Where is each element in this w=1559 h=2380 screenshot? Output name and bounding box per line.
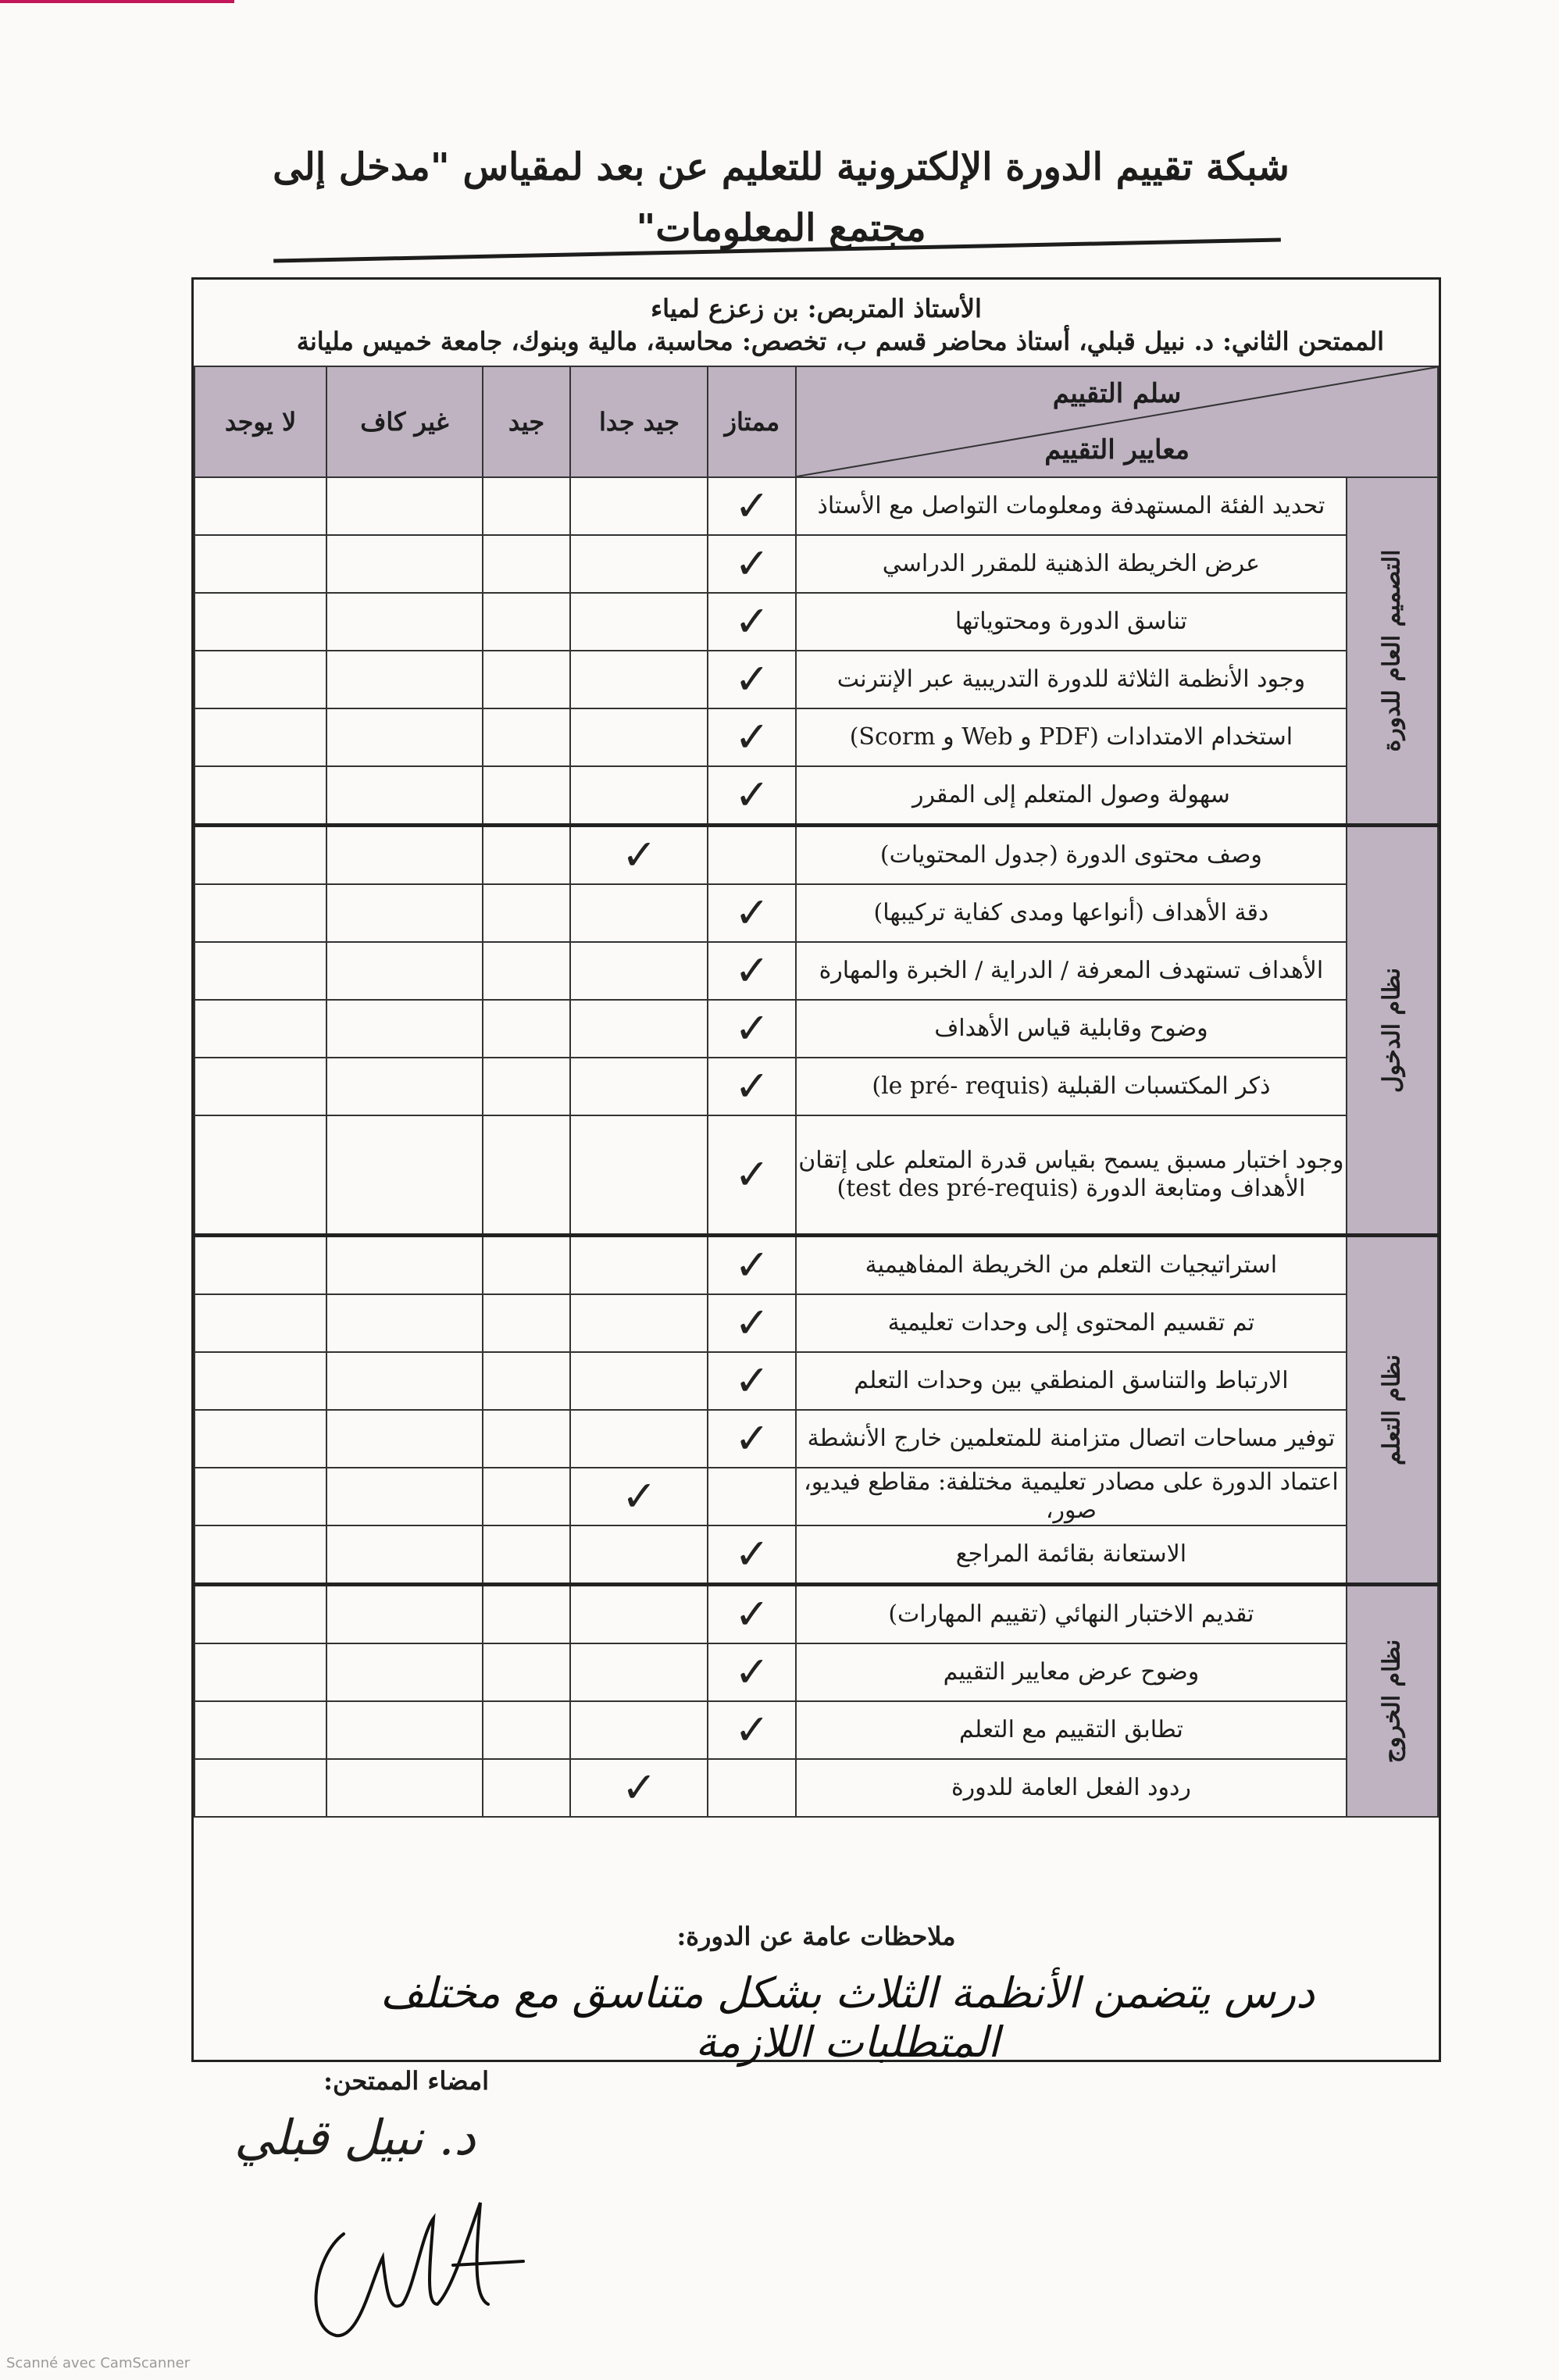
section-label-cell — [1347, 477, 1438, 826]
empty-mark-cell — [194, 884, 326, 942]
signature-name: د. نبيل قبلي — [234, 2109, 476, 2166]
empty-mark-cell — [570, 1585, 708, 1644]
empty-mark-cell — [570, 1525, 708, 1585]
empty-mark-cell — [194, 708, 326, 766]
criterion-cell: استخدام الامتدادات (PDF و Web و Scorm) — [796, 708, 1346, 766]
examiner-line: الممتحن الثاني: د. نبيل قبلي، أستاذ محاضر قسم ب، تخصص: محاسبة، مالية وبنوك، جامعة خميس مليانة — [296, 326, 1384, 356]
check-mark-cell: ✓ — [708, 477, 796, 535]
section-label-cell — [1347, 1236, 1438, 1585]
empty-mark-cell — [326, 826, 483, 885]
criterion-cell: تم تقسيم المحتوى إلى وحدات تعليمية — [796, 1294, 1346, 1352]
empty-mark-cell — [326, 1115, 483, 1236]
col-excellent: ممتاز — [708, 366, 796, 477]
empty-mark-cell — [483, 1643, 571, 1701]
evaluation-frame — [191, 277, 1441, 2062]
empty-mark-cell — [708, 1759, 796, 1817]
empty-mark-cell — [483, 884, 571, 942]
empty-mark-cell — [326, 1410, 483, 1468]
empty-mark-cell — [194, 1643, 326, 1701]
empty-mark-cell — [194, 1115, 326, 1236]
check-mark-cell: ✓ — [708, 1701, 796, 1759]
empty-mark-cell — [570, 884, 708, 942]
empty-mark-cell — [483, 766, 571, 826]
empty-mark-cell — [570, 1236, 708, 1295]
empty-mark-cell — [326, 1759, 483, 1817]
empty-mark-cell — [326, 1701, 483, 1759]
criterion-cell: ردود الفعل العامة للدورة — [796, 1759, 1346, 1817]
check-mark-cell: ✓ — [708, 942, 796, 1000]
table-row — [194, 1294, 1438, 1352]
empty-mark-cell — [194, 1468, 326, 1525]
criterion-cell: الارتباط والتناسق المنطقي بين وحدات التعلم — [796, 1352, 1346, 1410]
criterion-cell: وجود الأنظمة الثلاثة للدورة التدريبية عبر الإنترنت — [796, 651, 1346, 708]
empty-mark-cell — [483, 1468, 571, 1525]
table-row — [194, 593, 1438, 651]
check-mark-cell: ✓ — [708, 1000, 796, 1058]
empty-mark-cell — [483, 1236, 571, 1295]
header-scale: سلم التقييم — [1052, 378, 1182, 409]
table-row — [194, 884, 1438, 942]
signature-label: امضاء الممتحن: — [323, 2066, 489, 2096]
empty-mark-cell — [570, 766, 708, 826]
empty-mark-cell — [483, 1410, 571, 1468]
empty-mark-cell — [570, 708, 708, 766]
empty-mark-cell — [570, 593, 708, 651]
signature-scrawl — [297, 2187, 531, 2343]
criterion-cell: عرض الخريطة الذهنية للمقرر الدراسي — [796, 535, 1346, 593]
empty-mark-cell — [326, 1643, 483, 1701]
empty-mark-cell — [570, 1000, 708, 1058]
criterion-cell: تحديد الفئة المستهدفة ومعلومات التواصل مع الأستاذ — [796, 477, 1346, 535]
check-mark-cell: ✓ — [570, 1759, 708, 1817]
criterion-cell: وضوح وقابلية قياس الأهداف — [796, 1000, 1346, 1058]
title-text: شبكة تقييم الدورة الإلكترونية للتعليم عن بعد لمقياس "مدخل إلى مجتمع المعلومات" — [273, 145, 1290, 250]
col-none: لا يوجد — [194, 366, 326, 477]
info-block — [194, 280, 1439, 366]
criterion-cell: ذكر المكتسبات القبلية (le pré- requis) — [796, 1058, 1346, 1115]
check-mark-cell: ✓ — [708, 1294, 796, 1352]
empty-mark-cell — [483, 1294, 571, 1352]
col-very-good: جيد جدا — [570, 366, 708, 477]
empty-mark-cell — [326, 1468, 483, 1525]
table-row — [194, 1643, 1438, 1701]
criterion-cell: تطابق التقييم مع التعلم — [796, 1701, 1346, 1759]
empty-mark-cell — [326, 477, 483, 535]
empty-mark-cell — [194, 766, 326, 826]
empty-mark-cell — [326, 942, 483, 1000]
empty-mark-cell — [483, 1352, 571, 1410]
evaluation-table — [194, 366, 1439, 1818]
criterion-cell: اعتماد الدورة على مصادر تعليمية مختلفة: مقاطع فيديو، صور، — [796, 1468, 1346, 1525]
table-row — [194, 766, 1438, 826]
empty-mark-cell — [194, 1701, 326, 1759]
empty-mark-cell — [570, 1058, 708, 1115]
table-row — [194, 708, 1438, 766]
table-body — [194, 477, 1438, 1817]
table-row — [194, 1585, 1438, 1644]
empty-mark-cell — [326, 1525, 483, 1585]
table-row — [194, 1701, 1438, 1759]
empty-mark-cell — [570, 1294, 708, 1352]
empty-mark-cell — [326, 1236, 483, 1295]
criterion-cell: تقديم الاختبار النهائي (تقييم المهارات) — [796, 1585, 1346, 1644]
check-mark-cell: ✓ — [708, 708, 796, 766]
empty-mark-cell — [483, 477, 571, 535]
empty-mark-cell — [570, 942, 708, 1000]
check-mark-cell: ✓ — [708, 1352, 796, 1410]
section-label-cell — [1347, 1585, 1438, 1818]
criterion-cell: دقة الأهداف (أنواعها ومدى كفاية تركيبها) — [796, 884, 1346, 942]
empty-mark-cell — [483, 1115, 571, 1236]
criterion-cell: استراتيجيات التعلم من الخريطة المفاهيمية — [796, 1236, 1346, 1295]
scanner-stamp: Scanné avec CamScanner — [6, 2355, 191, 2371]
top-edge-mark — [0, 0, 234, 3]
empty-mark-cell — [194, 1410, 326, 1468]
check-mark-cell: ✓ — [570, 826, 708, 885]
empty-mark-cell — [194, 535, 326, 593]
empty-mark-cell — [483, 593, 571, 651]
empty-mark-cell — [483, 942, 571, 1000]
empty-mark-cell — [708, 826, 796, 885]
section-label: التصميم العام للدورة — [1378, 549, 1406, 752]
section-label-cell — [1347, 826, 1438, 1236]
table-row — [194, 1115, 1438, 1236]
criterion-cell: سهولة وصول المتعلم إلى المقرر — [796, 766, 1346, 826]
criterion-cell: تناسق الدورة ومحتوياتها — [796, 593, 1346, 651]
criterion-cell: وضوح عرض معايير التقييم — [796, 1643, 1346, 1701]
empty-mark-cell — [194, 477, 326, 535]
empty-mark-cell — [326, 1294, 483, 1352]
header-criteria: معايير التقييم — [1044, 434, 1190, 466]
col-insufficient: غير كاف — [326, 366, 483, 477]
empty-mark-cell — [708, 1468, 796, 1525]
empty-mark-cell — [326, 535, 483, 593]
table-row — [194, 1759, 1438, 1817]
empty-mark-cell — [570, 1701, 708, 1759]
empty-mark-cell — [326, 593, 483, 651]
col-good: جيد — [483, 366, 571, 477]
table-row — [194, 1352, 1438, 1410]
check-mark-cell: ✓ — [570, 1468, 708, 1525]
empty-mark-cell — [326, 1585, 483, 1644]
empty-mark-cell — [194, 593, 326, 651]
empty-mark-cell — [570, 1115, 708, 1236]
check-mark-cell: ✓ — [708, 1525, 796, 1585]
check-mark-cell: ✓ — [708, 1410, 796, 1468]
empty-mark-cell — [326, 766, 483, 826]
table-row — [194, 535, 1438, 593]
criterion-cell: الأهداف تستهدف المعرفة / الدراية / الخبرة والمهارة — [796, 942, 1346, 1000]
section-label: نظام الخروج — [1378, 1639, 1406, 1764]
empty-mark-cell — [326, 884, 483, 942]
empty-mark-cell — [483, 1525, 571, 1585]
empty-mark-cell — [194, 826, 326, 885]
criterion-cell: وصف محتوى الدورة (جدول المحتويات) — [796, 826, 1346, 885]
notes-handwritten-text: درس يتضمن الأنظمة الثلاث بشكل متناسق مع مختلف المتطلبات اللازمة — [380, 1968, 1315, 2067]
header-diagonal-cell — [796, 366, 1438, 477]
table-row — [194, 1236, 1438, 1295]
empty-mark-cell — [326, 1000, 483, 1058]
criterion-cell: توفير مساحات اتصال متزامنة للمتعلمين خارج الأنشطة — [796, 1410, 1346, 1468]
check-mark-cell: ✓ — [708, 593, 796, 651]
table-header-row — [194, 366, 1438, 477]
empty-mark-cell — [483, 651, 571, 708]
empty-mark-cell — [326, 1352, 483, 1410]
empty-mark-cell — [194, 1525, 326, 1585]
empty-mark-cell — [570, 1352, 708, 1410]
check-mark-cell: ✓ — [708, 1643, 796, 1701]
empty-mark-cell — [194, 1000, 326, 1058]
table-row — [194, 1525, 1438, 1585]
empty-mark-cell — [570, 1410, 708, 1468]
empty-mark-cell — [483, 1000, 571, 1058]
check-mark-cell: ✓ — [708, 1115, 796, 1236]
table-row — [194, 477, 1438, 535]
section-label: نظام التعلم — [1378, 1354, 1406, 1466]
empty-mark-cell — [194, 1236, 326, 1295]
check-mark-cell: ✓ — [708, 1585, 796, 1644]
table-row — [194, 1468, 1438, 1525]
empty-mark-cell — [194, 1058, 326, 1115]
empty-mark-cell — [194, 1759, 326, 1817]
empty-mark-cell — [570, 1643, 708, 1701]
check-mark-cell: ✓ — [708, 535, 796, 593]
empty-mark-cell — [483, 826, 571, 885]
notes-block — [191, 1914, 1441, 2067]
empty-mark-cell — [570, 651, 708, 708]
empty-mark-cell — [194, 1294, 326, 1352]
empty-mark-cell — [194, 1585, 326, 1644]
criterion-cell: وجود اختبار مسبق يسمح بقياس قدرة المتعلم على إتقان الأهداف ومتابعة الدورة (test des pré-requis) — [796, 1115, 1346, 1236]
empty-mark-cell — [570, 535, 708, 593]
empty-mark-cell — [326, 708, 483, 766]
criterion-cell: الاستعانة بقائمة المراجع — [796, 1525, 1346, 1585]
empty-mark-cell — [483, 1759, 571, 1817]
table-row — [194, 1058, 1438, 1115]
empty-mark-cell — [194, 651, 326, 708]
empty-mark-cell — [483, 1058, 571, 1115]
notes-label: ملاحظات عامة عن الدورة: — [676, 1921, 956, 1951]
check-mark-cell: ✓ — [708, 884, 796, 942]
table-row — [194, 651, 1438, 708]
section-label: نظام الدخول — [1378, 967, 1406, 1094]
check-mark-cell: ✓ — [708, 651, 796, 708]
empty-mark-cell — [326, 1058, 483, 1115]
check-mark-cell: ✓ — [708, 766, 796, 826]
empty-mark-cell — [570, 477, 708, 535]
table-row — [194, 1000, 1438, 1058]
empty-mark-cell — [483, 535, 571, 593]
empty-mark-cell — [194, 942, 326, 1000]
table-row — [194, 1410, 1438, 1468]
table-row — [194, 826, 1438, 885]
empty-mark-cell — [194, 1352, 326, 1410]
empty-mark-cell — [326, 651, 483, 708]
table-row — [194, 942, 1438, 1000]
empty-mark-cell — [483, 1585, 571, 1644]
empty-mark-cell — [483, 708, 571, 766]
trainee-line: الأستاذ المتربص: بن زعزع لمياء — [651, 294, 982, 323]
check-mark-cell: ✓ — [708, 1058, 796, 1115]
check-mark-cell: ✓ — [708, 1236, 796, 1295]
empty-mark-cell — [483, 1701, 571, 1759]
